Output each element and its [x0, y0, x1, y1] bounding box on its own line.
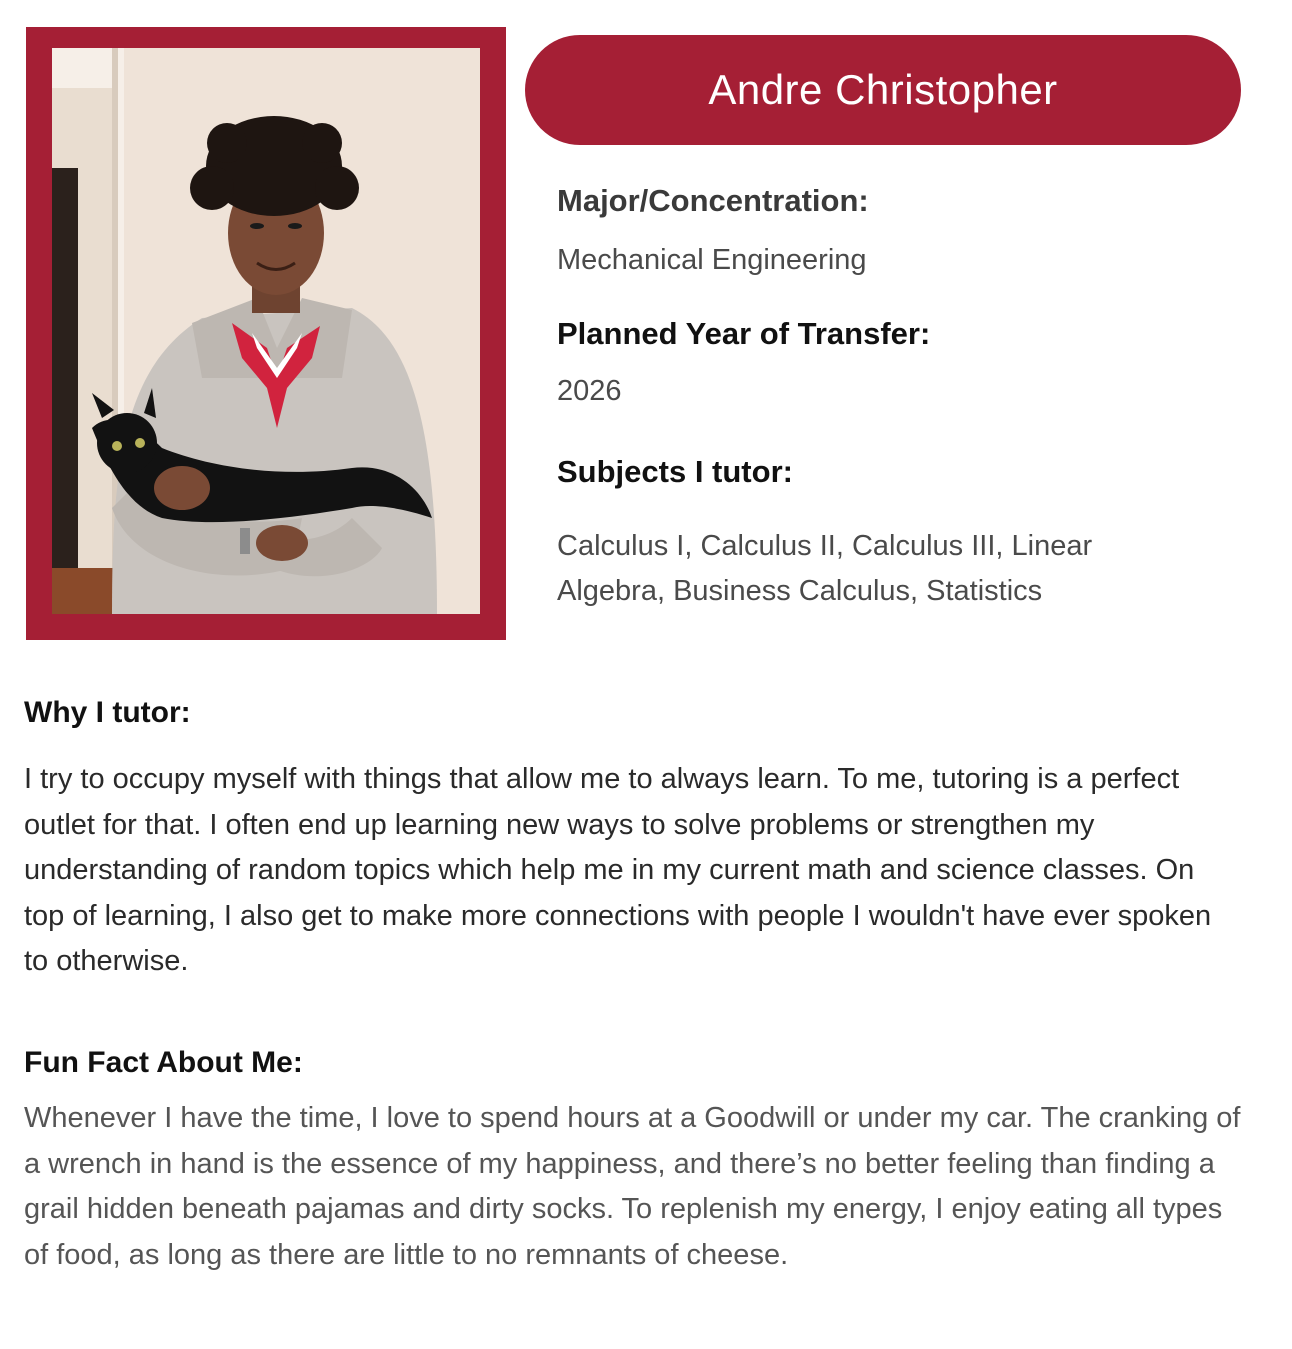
fun-fact-text: Whenever I have the time, I love to spend hours at a Goodwill or under my car. The cranking of a wrench in hand is the essence of my happiness, and there’s no better feeling than finding a grail hidden beneath pajamas and dirty socks. To replenish my energy, I enjoy eating all types of food, as long as there are little to no remnants of cheese.: [24, 1102, 1241, 1271]
major-value: Mechanical Engineering: [557, 244, 867, 276]
subjects-label: Subjects I tutor:: [557, 454, 793, 489]
major-label: Major/Concentration:: [557, 183, 869, 218]
profile-photo: [52, 48, 480, 614]
fun-fact-section: [24, 1046, 1264, 1278]
tutor-name-banner: [525, 35, 1241, 145]
subjects-value: Calculus I, Calculus II, Calculus III, Linear Algebra, Business Calculus, Statistics: [557, 530, 1093, 607]
transfer-value-block: [557, 369, 1247, 414]
major-value-block: [557, 238, 1247, 283]
why-tutor-text: I try to occupy myself with things that allow me to always learn. To me, tutoring is a perfect outlet for that. I often end up learning new ways to solve problems or strengthen my understanding of random topics which help me in my current math and science classes. On top of learning, I also get to make more connections with people I wouldn't have ever spoken to otherwise.: [24, 763, 1212, 977]
transfer-value: 2026: [557, 375, 622, 407]
subjects-block: [557, 454, 1247, 490]
tutor-name: Andre Christopher: [708, 66, 1058, 113]
major-block: [557, 183, 1247, 219]
why-tutor-heading: Why I tutor:: [24, 696, 191, 729]
transfer-label: Planned Year of Transfer:: [557, 316, 931, 351]
why-tutor-section: [24, 696, 1264, 985]
transfer-block: [557, 316, 1247, 352]
fun-fact-heading: Fun Fact About Me:: [24, 1046, 303, 1079]
profile-photo-frame: [26, 27, 506, 640]
subjects-value-block: [557, 524, 1157, 614]
profile-photo-illustration: [52, 48, 480, 614]
